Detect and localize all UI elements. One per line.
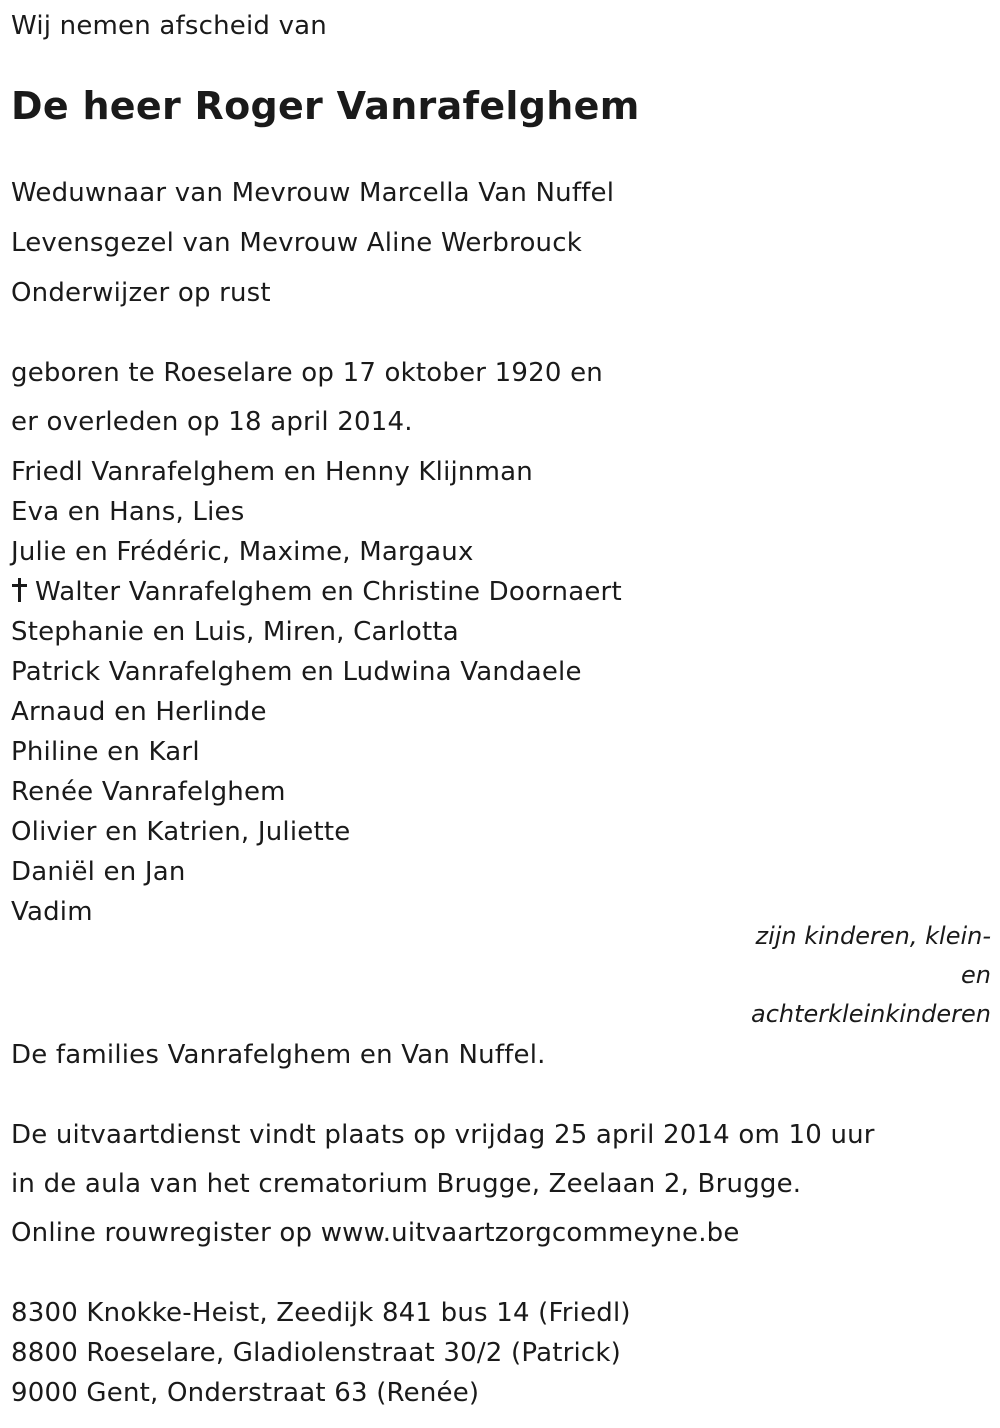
signature-line: en [961, 961, 991, 989]
signature-line: achterkleinkinderen [751, 1000, 991, 1028]
family-line: Renée Vanrafelghem [11, 777, 286, 807]
address-line: 9000 Gent, Onderstraat 63 (Renée) [11, 1378, 480, 1408]
address-line: 8800 Roeselare, Gladiolenstraat 30/2 (Patrick) [11, 1338, 622, 1368]
family-line: Philine en Karl [11, 737, 200, 767]
family-line-deceased [11, 575, 622, 609]
intro-text: Wij nemen afscheid van [11, 11, 327, 41]
family-line: Olivier en Katrien, Juliette [11, 817, 351, 847]
family-line: Vadim [11, 897, 93, 927]
family-line: Friedl Vanrafelghem en Henny Klijnman [11, 457, 533, 487]
family-name: Walter Vanrafelghem en Christine Doornaert [35, 577, 622, 607]
service-line: in de aula van het crematorium Brugge, Zeelaan 2, Brugge. [11, 1169, 802, 1199]
relation-line: Weduwnaar van Mevrouw Marcella Van Nuffel [11, 178, 615, 208]
dates-line: geboren te Roeselare op 17 oktober 1920 en [11, 358, 603, 388]
dates-line: er overleden op 18 april 2014. [11, 407, 413, 437]
family-line: Eva en Hans, Lies [11, 497, 245, 527]
family-line: Daniël en Jan [11, 857, 186, 887]
family-line: Julie en Frédéric, Maxime, Margaux [11, 537, 474, 567]
signature-block [751, 917, 991, 1034]
relation-line: Onderwijzer op rust [11, 278, 271, 308]
service-line: De uitvaartdienst vindt plaats op vrijdag 25 april 2014 om 10 uur [11, 1120, 875, 1150]
relation-line: Levensgezel van Mevrouw Aline Werbrouck [11, 228, 582, 258]
family-line: Patrick Vanrafelghem en Ludwina Vandaele [11, 657, 582, 687]
family-line: Stephanie en Luis, Miren, Carlotta [11, 617, 459, 647]
signature-line: zijn kinderen, klein- [755, 922, 991, 950]
service-line: Online rouwregister op www.uitvaartzorgcommeyne.be [11, 1218, 740, 1248]
family-line: Arnaud en Herlinde [11, 697, 267, 727]
cross-icon [11, 578, 28, 602]
deceased-name: De heer Roger Vanrafelghem [11, 84, 640, 128]
families-line: De families Vanrafelghem en Van Nuffel. [11, 1040, 546, 1070]
address-line: 8300 Knokke-Heist, Zeedijk 841 bus 14 (Friedl) [11, 1298, 631, 1328]
